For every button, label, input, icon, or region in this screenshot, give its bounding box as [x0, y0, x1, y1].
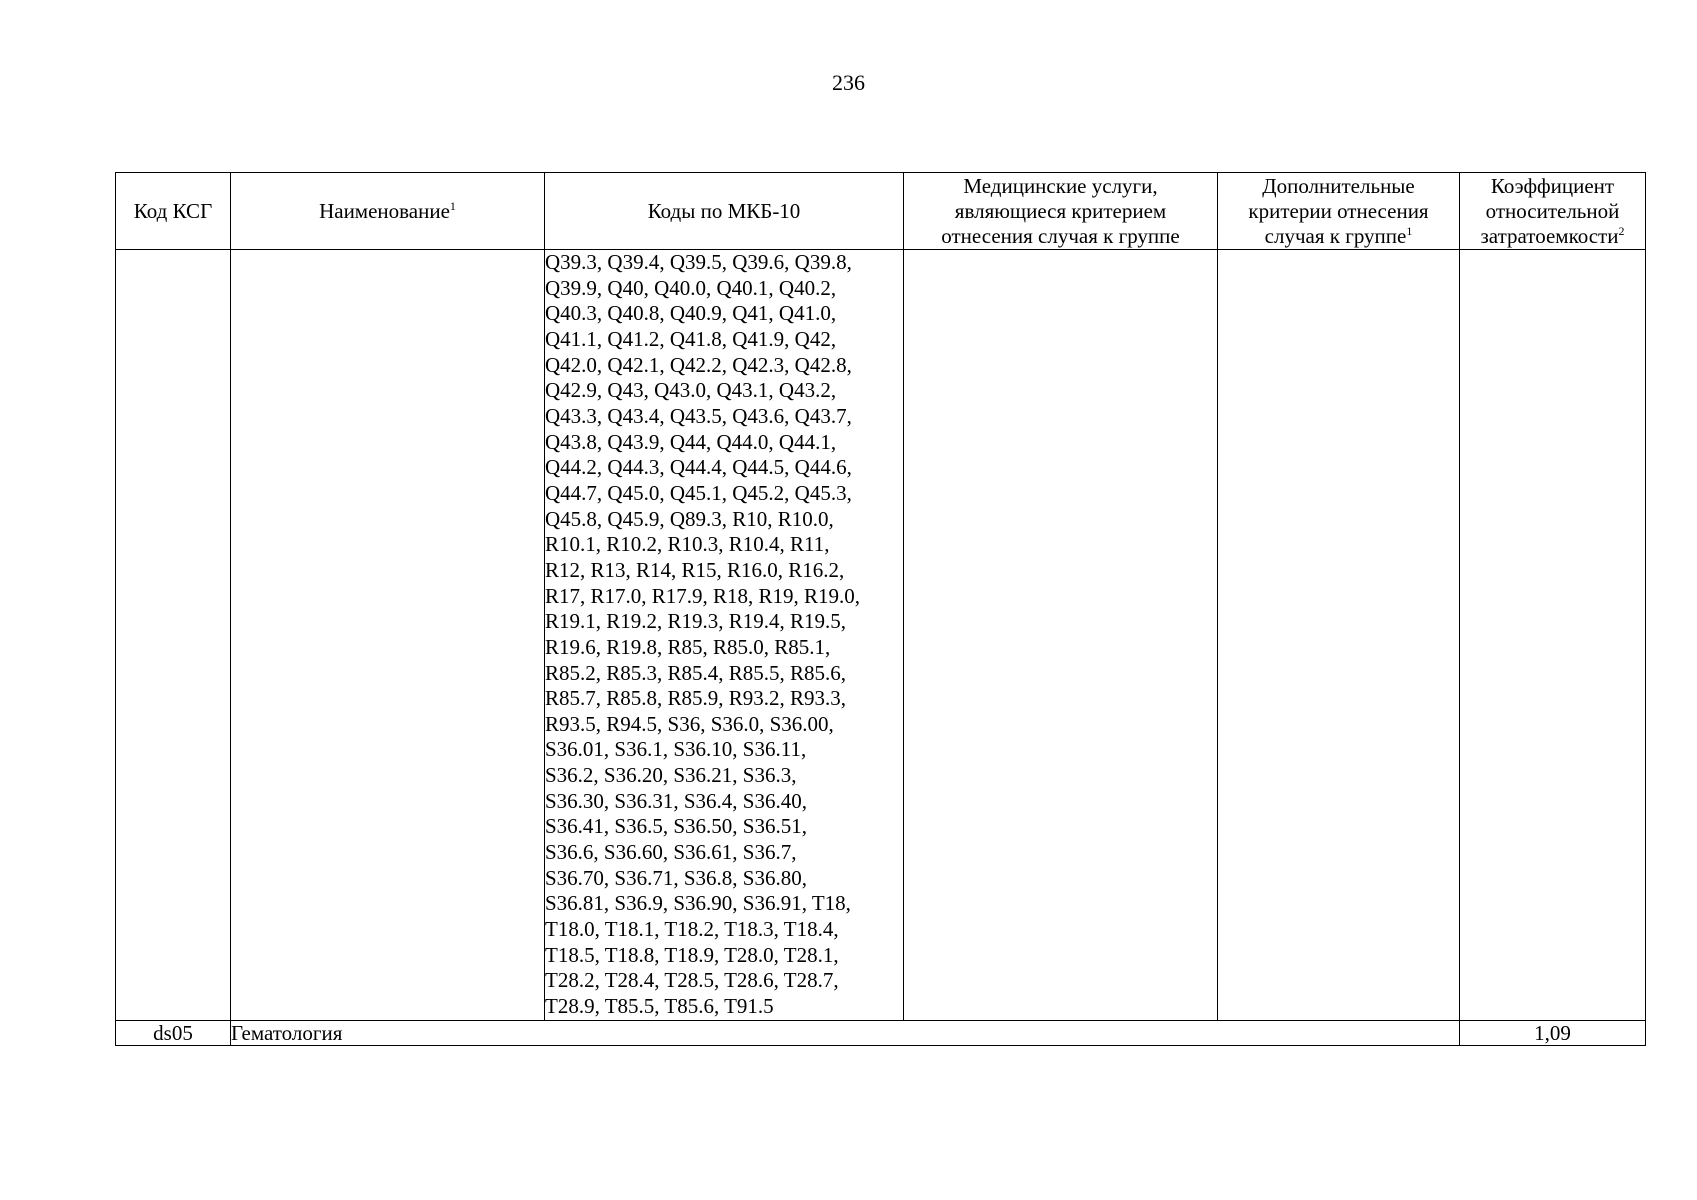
header-name-label: Наименование: [319, 198, 450, 223]
icd-code-line: R17, R17.0, R17.9, R18, R19, R19.0,: [545, 583, 861, 608]
cell-coefficient-empty: [1460, 250, 1646, 1021]
header-services: [904, 173, 1218, 250]
icd-code-line: Q41.1, Q41.2, Q41.8, Q41.9, Q42,: [545, 326, 837, 351]
header-services-line: отнесения случая к группе: [941, 223, 1180, 248]
cell-code-empty: [116, 250, 231, 1021]
icd-code-line: Q45.8, Q45.9, Q89.3, R10, R10.0,: [545, 506, 834, 531]
table-row-continuation: [116, 250, 1646, 1021]
icd-code-line: T18.0, T18.1, T18.2, T18.3, T18.4,: [545, 917, 839, 942]
header-criteria-line: критерии отнесения: [1248, 198, 1429, 223]
icd-code-line: Q44.7, Q45.0, Q45.1, Q45.2, Q45.3,: [545, 480, 852, 505]
cell-criteria-empty: [1218, 250, 1460, 1021]
header-name: [231, 173, 545, 250]
header-code: [116, 173, 231, 250]
header-icd-codes: [545, 173, 904, 250]
cell-ksg-coefficient: 1,09: [1460, 1020, 1646, 1045]
icd-code-line: R10.1, R10.2, R10.3, R10.4, R11,: [545, 532, 830, 557]
icd-code-line: R19.6, R19.8, R85, R85.0, R85.1,: [545, 634, 831, 659]
icd-code-line: Q43.8, Q43.9, Q44, Q44.0, Q44.1,: [545, 429, 837, 454]
cell-icd-codes: [545, 250, 904, 1021]
icd-code-line: Q39.3, Q39.4, Q39.5, Q39.6, Q39.8,: [545, 250, 852, 274]
icd-code-line: S36.41, S36.5, S36.50, S36.51,: [545, 814, 807, 839]
table-row-ds05: [116, 1020, 1646, 1045]
icd-code-line: Q44.2, Q44.3, Q44.4, Q44.5, Q44.6,: [545, 455, 852, 480]
icd-code-line: S36.30, S36.31, S36.4, S36.40,: [545, 788, 807, 813]
icd-code-line: S36.6, S36.60, S36.61, S36.7,: [545, 840, 797, 865]
icd-code-line: T18.5, T18.8, T18.9, T28.0, T28.1,: [545, 942, 839, 967]
header-code-label: Код КСГ: [133, 198, 213, 223]
header-services-line: являющиеся критерием: [954, 198, 1167, 223]
icd-code-line: T28.2, T28.4, T28.5, T28.6, T28.7,: [545, 968, 839, 993]
icd-code-line: R93.5, R94.5, S36, S36.0, S36.00,: [545, 711, 834, 736]
icd-code-line: Q39.9, Q40, Q40.0, Q40.1, Q40.2,: [545, 275, 837, 300]
cell-services-empty: [904, 250, 1218, 1021]
icd-code-line: S36.81, S36.9, S36.90, S36.91, T18,: [545, 891, 851, 916]
icd-code-line: T28.9, T85.5, T85.6, T91.5: [545, 994, 774, 1019]
header-coefficient: [1460, 173, 1646, 250]
header-coefficient-line: относительной: [1485, 198, 1620, 223]
header-criteria-footnote: 1: [1406, 223, 1413, 238]
table-header-row: [116, 173, 1646, 250]
cell-name-empty: [231, 250, 545, 1021]
header-coefficient-line: Коэффициент: [1490, 173, 1615, 198]
icd-code-line: R85.7, R85.8, R85.9, R93.2, R93.3,: [545, 686, 847, 711]
icd-code-line: S36.70, S36.71, S36.8, S36.80,: [545, 865, 807, 890]
header-coefficient-footnote: 2: [1618, 223, 1625, 238]
icd-code-line: S36.2, S36.20, S36.21, S36.3,: [545, 763, 797, 788]
header-criteria: [1218, 173, 1460, 250]
header-criteria-line: случая к группе: [1264, 223, 1407, 248]
icd-code-line: R12, R13, R14, R15, R16.0, R16.2,: [545, 557, 845, 582]
header-coefficient-line: затратоемкости: [1480, 223, 1619, 248]
icd-code-line: Q42.9, Q43, Q43.0, Q43.1, Q43.2,: [545, 378, 837, 403]
icd-code-line: R19.1, R19.2, R19.3, R19.4, R19.5,: [545, 609, 847, 634]
header-icd-codes-label: Коды по МКБ-10: [647, 198, 801, 223]
icd-code-line: S36.01, S36.1, S36.10, S36.11,: [545, 737, 807, 762]
icd-code-line: Q43.3, Q43.4, Q43.5, Q43.6, Q43.7,: [545, 403, 852, 428]
icd-code-line: R85.2, R85.3, R85.4, R85.5, R85.6,: [545, 660, 847, 685]
ksg-table: [115, 172, 1646, 1046]
header-criteria-line: Дополнительные: [1262, 173, 1415, 198]
header-name-footnote: 1: [449, 198, 456, 213]
page-number: 236: [832, 70, 865, 95]
cell-ksg-code: ds05: [116, 1020, 231, 1045]
icd-code-line: Q42.0, Q42.1, Q42.2, Q42.3, Q42.8,: [545, 352, 852, 377]
header-services-line: Медицинские услуги,: [963, 173, 1158, 198]
icd-code-line: Q40.3, Q40.8, Q40.9, Q41, Q41.0,: [545, 301, 837, 326]
cell-ksg-name: Гематология: [231, 1020, 1460, 1045]
